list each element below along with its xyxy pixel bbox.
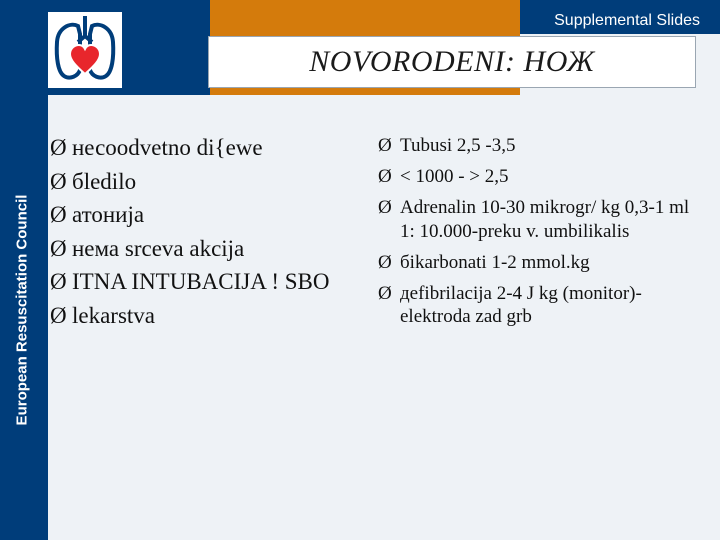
slide-title: NOVORODENI: НОЖ [309,45,595,78]
arrow-bullet-icon: Ø [378,197,392,219]
right-bullet-list [378,134,698,336]
logo-area [0,0,210,95]
list-item-text: несоodvetno di{ewe [72,135,263,160]
list-item-text: Tubusi 2,5 -3,5 [400,135,516,156]
list-item-text: дefibrilacija 2-4 J kg (monitor)-elektroda zad grb [400,282,642,328]
list-item-text: lekarstva [72,302,156,328]
list-item [378,196,698,242]
left-bullet-list [50,134,350,336]
arrow-bullet-icon: Ø [50,135,67,160]
list-item [50,168,350,196]
list-item-text: атонија [72,202,145,228]
list-item-text: Adrenalin 10-30 mikrogr/ kg 0,3-1 ml 1: 10.000-preku v. umbilikalis [400,197,690,242]
list-item [378,251,698,274]
arrow-bullet-icon: Ø [378,282,392,304]
arrow-bullet-icon: Ø [378,135,392,156]
list-item [50,302,350,330]
list-item [50,201,350,229]
arrow-bullet-icon: Ø [378,166,392,188]
vertical-council-label: European Resuscitation Council [13,194,31,426]
arrow-bullet-icon: Ø [50,235,67,261]
list-item [50,235,350,263]
list-item-text: бledilo [72,168,137,194]
list-item [50,268,350,296]
title-box [208,36,696,88]
arrow-bullet-icon: Ø [378,251,392,273]
arrow-bullet-icon: Ø [50,202,67,228]
list-item-text: ITNA INTUBACIJA ! SBO [72,269,330,295]
arrow-bullet-icon: Ø [50,168,67,194]
list-item [378,282,698,328]
list-item [378,134,698,157]
list-item [378,165,698,188]
list-item [50,134,350,162]
list-item-text: нема srceva akcija [72,235,245,261]
lungs-heart-logo-icon [48,12,122,88]
supplemental-slides-label: Supplemental Slides [554,12,700,29]
list-item-text: < 1000 - > 2,5 [400,166,509,188]
arrow-bullet-icon: Ø [50,269,67,295]
arrow-bullet-icon: Ø [50,302,67,328]
list-item-text: бikarbonati 1-2 mmol.kg [400,251,590,273]
